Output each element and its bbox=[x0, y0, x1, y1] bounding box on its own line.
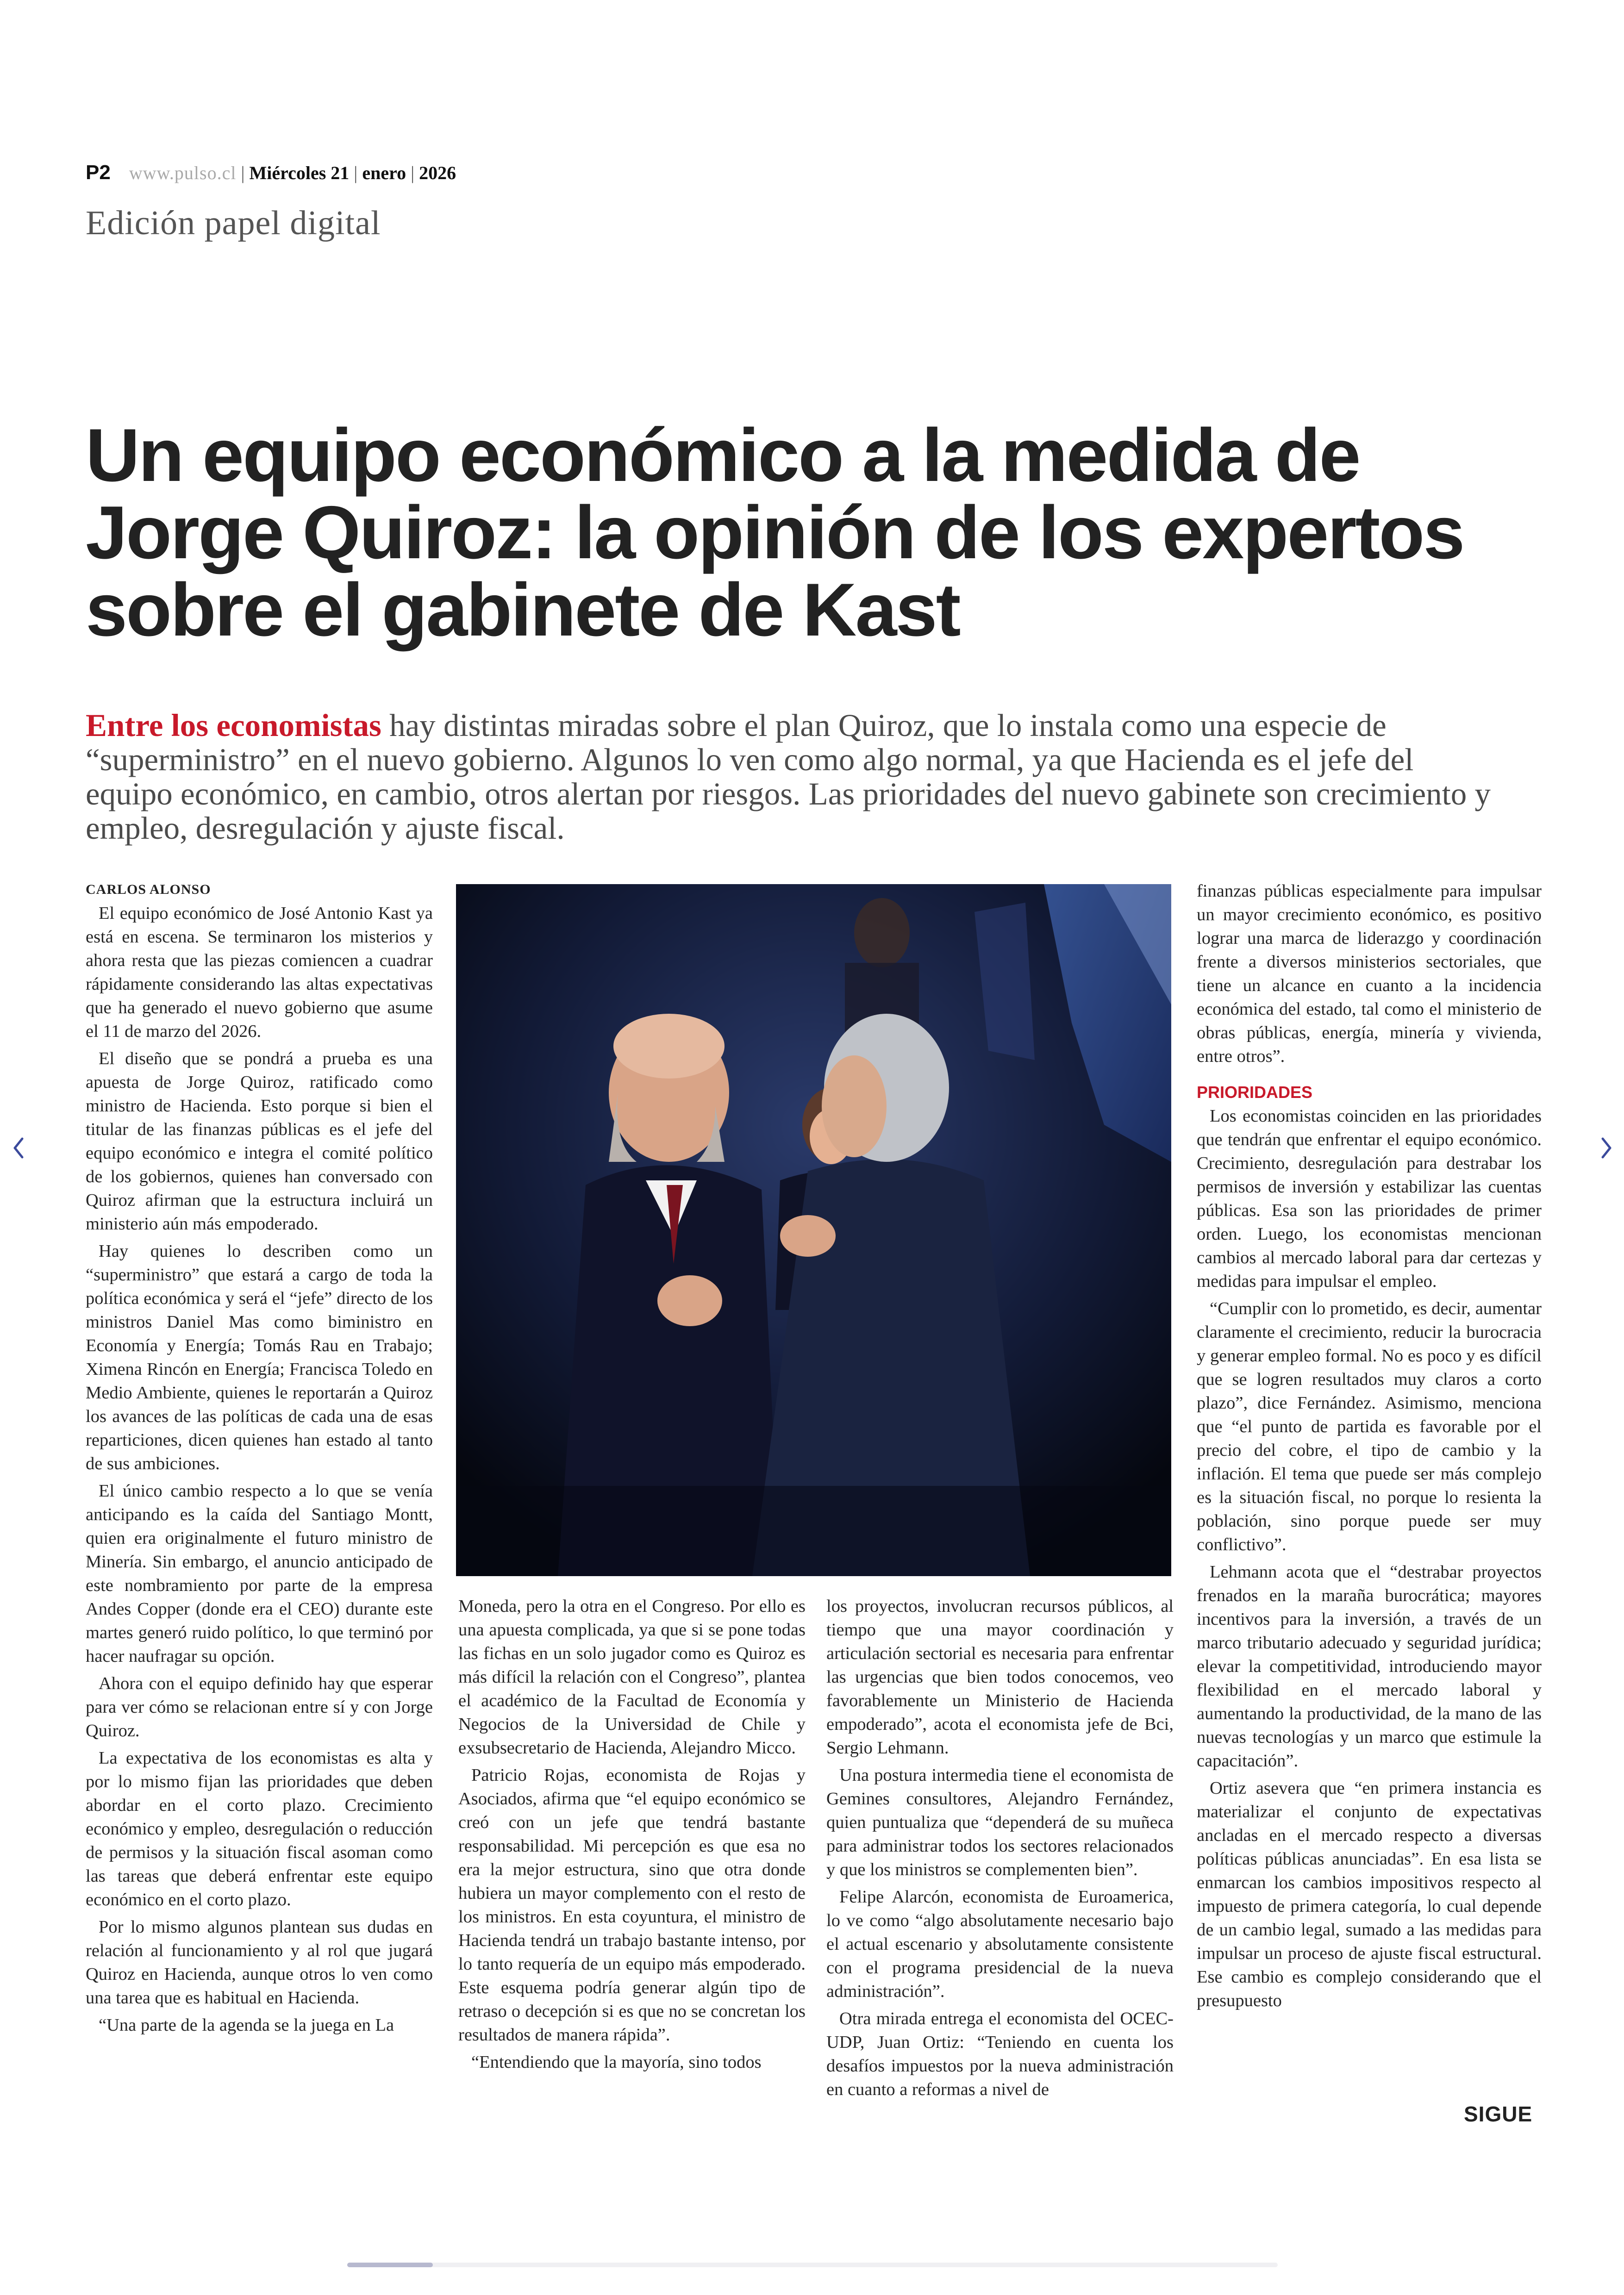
separator: | bbox=[354, 162, 358, 183]
paragraph: La expectativa de los economistas es alta y por lo mismo fijan las prioridades que deben abordar en el corto plazo. Crecimiento económico y empleo, desregulación o reducción de permisos y la situación fiscal asoman como las tareas que deberá enfrentar este equipo económico en el corto plazo. bbox=[86, 1748, 433, 1909]
page-scroll-thumb[interactable] bbox=[347, 2263, 433, 2267]
separator: | bbox=[411, 162, 415, 183]
header-month: enero bbox=[362, 162, 406, 183]
paragraph: Otra mirada entrega el economista del OCEC-UDP, Juan Ortiz: “Teniendo en cuenta los desafíos impuestos por la nueva administración en cuanto a reformas a nivel de bbox=[826, 2009, 1174, 2099]
article-column-2 bbox=[458, 1595, 806, 2074]
chevron-left-icon bbox=[9, 1134, 28, 1162]
paragraph: El único cambio respecto a lo que se venía anticipando es la caída del Santiago Montt, quien era originalmente el futuro ministro de Minería. Sin embargo, el anuncio anticipado de este nombramiento por parte de la empresa Andes Copper (donde era el CEO) durante este martes generó ruido político, lo que terminó por hacer naufragar su opción. bbox=[86, 1481, 433, 1666]
next-page-button[interactable] bbox=[1593, 1129, 1620, 1166]
paragraph: Por lo mismo algunos plantean sus dudas en relación al funcionamiento y al rol que jugará Quiroz en Hacienda, aunque otros lo ven como una tarea que es habitual en Hacienda. bbox=[86, 1917, 433, 2008]
byline: CARLOS ALONSO bbox=[86, 882, 211, 897]
edition-label: Edición papel digital bbox=[86, 204, 381, 242]
separator: | bbox=[241, 162, 245, 183]
paragraph: finanzas públicas especialmente para impulsar un mayor crecimiento económico, es positivo lograr una marca de liderazgo y coordinación frente a diversos ministerios sectoriales, que tiene un alcance en cuanto a la incidencia económica del estado, tal como el ministerio de obras públicas, energía, minería y vivienda, entre otros”. bbox=[1197, 881, 1542, 1066]
paragraph: Hay quienes lo describen como un “superministro” que estará a cargo de toda la política económica y será el “jefe” directo de los ministros Daniel Mas como biministro en Economía y Energía; Tomás Rau en Trabajo; Ximena Rincón en Energía; Francisca Toledo en Medio Ambiente, quienes le reportarán a Quiroz los avances de las políticas de cada una de esas reparticiones, dicen quienes han estado al tanto de sus ambiciones. bbox=[86, 1241, 433, 1473]
paragraph: “Cumplir con lo prometido, es decir, aumentar claramente el crecimiento, reducir la burocracia y generar empleo formal. No es poco y es difícil que se logren resultados muy claros a corto plazo”, dice Fernández. Asimismo, menciona que “el punto de partida es favorable por el precio del cobre, el tipo de cambio y la inflación. El tema que puede ser más complejo es la situación fiscal, no porque lo resienta la población, sino porque puede ser muy conflictivo”. bbox=[1197, 1299, 1542, 1554]
paragraph: Moneda, pero la otra en el Congreso. Por ello es una apuesta complicada, ya que si se pone todas las fichas en un solo jugador como es Quiroz es más difícil la relación con el Congreso”, plantea el académico de la Facultad de Economía y Negocios de la Universidad de Chile y exsubsecretario de Hacienda, Alejandro Micco. bbox=[458, 1597, 806, 1758]
article-photo bbox=[456, 884, 1171, 1576]
page-number: P2 bbox=[86, 161, 111, 184]
paragraph: Una postura intermedia tiene el economista de Gemines consultores, Alejandro Fernández, quien puntualiza que “dependerá de su muñeca para administrar todos los sectores relacionados y que los ministros se complementen bien”. bbox=[826, 1765, 1174, 1879]
paragraph: Patricio Rojas, economista de Rojas y Asociados, afirma que “el equipo económico se creó con un jefe que tendrá bastante responsabilidad. Mi percepción es que esa no era la mejor estructura, sino que otra donde hubiera un mayor complemento con el resto de los ministros. En esta coyuntura, el ministro de Hacienda tendrá un trabajo bastante intenso, por lo tanto requería de un equipo más empoderado. Este esquema podría generar algún tipo de retraso o decepción si es que no se concretan los resultados de manera rápida”. bbox=[458, 1765, 806, 2045]
lead-kicker: Entre los economistas bbox=[86, 708, 381, 743]
paragraph: Ortiz asevera que “en primera instancia es materializar el conjunto de expectativas ancladas en el mercado respecto a diversas políticas públicas anunciadas”. En esa lista se enmarcan los cambios impositivos respecto al impuesto de primera categoría, lo cual depende de un cambio legal, sumado a las medidas para impulsar un proceso de ajuste fiscal estructural. Ese cambio es complejo considerando que el presupuesto bbox=[1197, 1778, 1542, 2010]
page-header bbox=[86, 161, 456, 189]
paragraph: Los economistas coinciden en las prioridades que tendrán que enfrentar el equipo económico. Crecimiento, desregulación para destrabar los permisos de inversión y estabilizar las cuentas públicas. Esa son las prioridades de primer orden. Luego, los economistas mencionan cambios al mercado laboral para dar certezas y medidas para impulsar el empleo. bbox=[1197, 1106, 1542, 1291]
paragraph: los proyectos, involucran recursos públicos, al tiempo que una mayor coordinación y articulación sectorial es necesaria para enfrentar las urgencias que bien todos conocemos, veo favorablemente un Ministerio de Hacienda empoderado”, acota el economista jefe de Bci, Sergio Lehmann. bbox=[826, 1597, 1174, 1758]
paragraph: El equipo económico de José Antonio Kast ya está en escena. Se terminaron los misterios y ahora resta que las piezas comiencen a cuadrar rápidamente considerando las altas expectativas que ha generado el nuevo gobierno que asume el 11 de marzo del 2026. bbox=[86, 904, 433, 1041]
article-column-4 bbox=[1197, 879, 1542, 2013]
paragraph: El diseño que se pondrá a prueba es una apuesta de Jorge Quiroz, ratificado como ministro de Hacienda. Esto porque si bien el titular de las finanzas públicas es el jefe del equipo económico e integra el comité político de los gobiernos, quienes han conversado con Quiroz afirman que la estructura incluirá un ministerio aún más empoderado. bbox=[86, 1049, 433, 1234]
paragraph: “Entendiendo que la mayoría, sino todos bbox=[471, 2052, 762, 2072]
article-column-1 bbox=[86, 879, 433, 2037]
section-subhead: PRIORIDADES bbox=[1197, 1083, 1313, 1102]
photo-illustration bbox=[456, 884, 1171, 1576]
lead-line: “superministro” en el nuevo gobierno. Algunos lo ven como algo normal, ya que Hacienda es el jefe del bbox=[86, 742, 1414, 777]
continue-label: SIGUE bbox=[1464, 2102, 1533, 2126]
article-headline bbox=[86, 413, 1544, 652]
headline-line: Jorge Quiroz: la opinión de los expertos bbox=[86, 491, 1464, 574]
lead-line bbox=[86, 708, 1535, 742]
headline-line: sobre el gabinete de Kast bbox=[86, 568, 960, 652]
chevron-right-icon bbox=[1597, 1134, 1616, 1162]
headline-line: Un equipo económico a la medida de bbox=[86, 413, 1360, 497]
article-lead bbox=[86, 708, 1535, 845]
paragraph: Ahora con el equipo definido hay que esperar para ver cómo se relacionan entre sí y con Jorge Quiroz. bbox=[86, 1674, 433, 1740]
site-url[interactable]: www.pulso.cl bbox=[129, 162, 237, 183]
previous-page-button[interactable] bbox=[5, 1129, 32, 1166]
header-day: Miércoles 21 bbox=[249, 162, 350, 183]
paragraph: Felipe Alarcón, economista de Euroamerica, lo ve como “algo absolutamente necesario bajo el actual escenario y absolutamente consistente con el programa presidencial de la nueva administración”. bbox=[826, 1887, 1174, 2001]
page-scroll-track[interactable] bbox=[347, 2263, 1278, 2267]
article-column-3 bbox=[826, 1595, 1174, 2102]
paragraph: Lehmann acota que el “destrabar proyectos frenados en la maraña burocrática; mayores incentivos para la inversión, a través de un marco tributario adecuado y seguridad jurídica; elevar la competitividad, introduciendo mayor flexibilidad en el mercado laboral y aumentando la productividad, de la mano de las nuevas tecnologías y un marco que estimule la capacitación”. bbox=[1197, 1562, 1542, 1771]
lead-line: equipo económico, en cambio, otros alertan por riesgos. Las prioridades del nuevo gabinete son crecimiento y bbox=[86, 776, 1491, 811]
header-year: 2026 bbox=[419, 162, 456, 183]
paragraph: “Una parte de la agenda se la juega en La bbox=[99, 2015, 394, 2035]
lead-line: empleo, desregulación y ajuste fiscal. bbox=[86, 811, 565, 846]
lead-text: hay distintas miradas sobre el plan Quiroz, que lo instala como una especie de bbox=[381, 708, 1387, 743]
